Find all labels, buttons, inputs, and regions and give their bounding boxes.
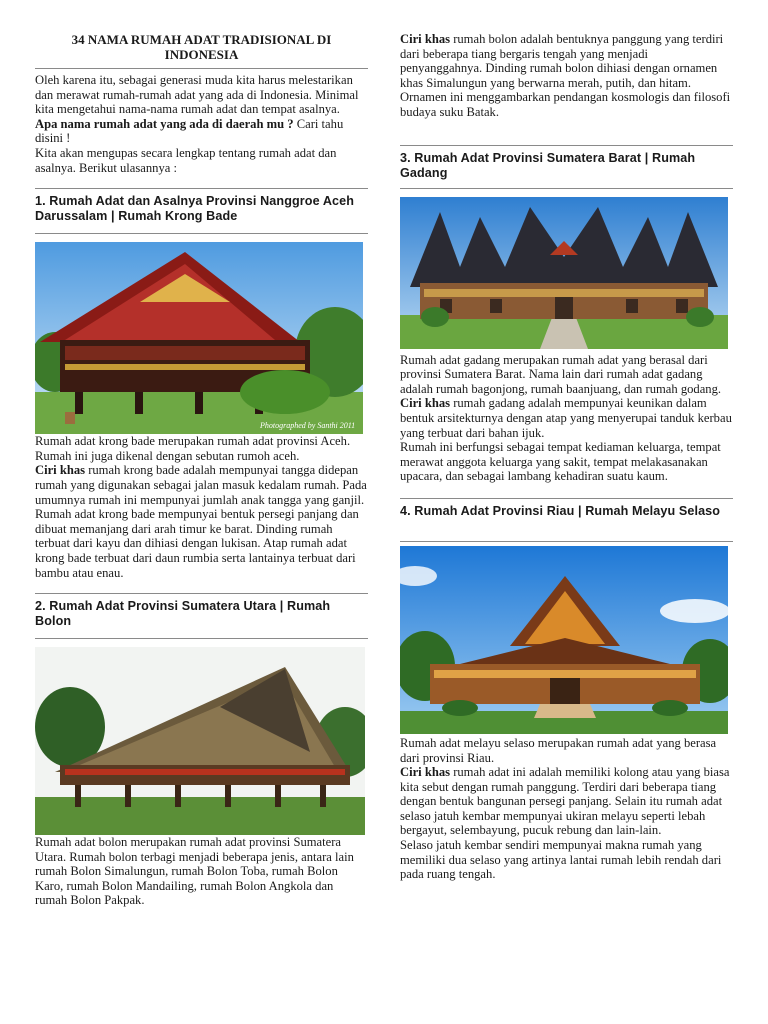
section-3-paragraph: Rumah adat gadang merupakan rumah adat yang berasal dari provinsi Sumatera Barat. Nama lain dari rumah adat gadang adalah rumah bagonjong, rumah baanjuang, dan rumah godang. xyxy=(400,352,722,396)
ciri-label: Ciri khas xyxy=(400,32,451,46)
ciri-label: Ciri khas xyxy=(35,463,86,478)
section-2-continued xyxy=(400,32,733,120)
gadang-photo xyxy=(400,197,728,349)
photo-watermark: Photographed by Santhi 2011 xyxy=(260,421,356,431)
section-4-body xyxy=(400,736,733,882)
divider xyxy=(35,638,368,639)
intro-paragraph-2: Kita akan mengupas secara lengkap tentang rumah adat dan asalnya. Berikut ulasannya : xyxy=(35,145,337,175)
divider xyxy=(400,498,733,499)
section-4-paragraph-3: Selaso jatuh kembar sendiri mempunyai makna rumah yang memiliki dua selaso yang artinya lantai rumah lebih rendah dari pada ruang tengah. xyxy=(400,838,722,882)
section-3-body xyxy=(400,353,733,484)
section-3-heading: 3. Rumah Adat Provinsi Sumatera Barat | Rumah Gadang xyxy=(400,150,696,180)
ciri-label: Ciri khas xyxy=(400,396,451,411)
section-2-ciri xyxy=(400,32,733,120)
divider xyxy=(400,188,733,189)
divider xyxy=(35,188,368,189)
divider xyxy=(35,233,368,234)
ciri-text: rumah gadang adalah mempunyai keunikan dalam bentuk arsitekturnya dengan atap yang menyerupai tanduk kerbau yang terbuat dari bahan ijuk. xyxy=(400,396,732,440)
section-4-heading: 4. Rumah Adat Provinsi Riau | Rumah Melayu Selaso xyxy=(400,503,721,518)
divider xyxy=(400,541,733,542)
right-column xyxy=(400,0,733,882)
intro-paragraph: Oleh karena itu, sebagai generasi muda kita harus melestarikan dan merawat rumah-rumah adat yang ada di Indonesia. Minimal kita mengetahui nama-nama rumah adat dan tempat asalnya. xyxy=(35,73,359,117)
intro-question-bold: Apa nama rumah adat yang ada di daerah mu ? xyxy=(35,116,294,131)
section-3-ciri xyxy=(400,396,733,440)
section-2-heading: 2. Rumah Adat Provinsi Sumatera Utara | Rumah Bolon xyxy=(35,599,331,629)
intro-block xyxy=(35,73,368,175)
bolon-photo xyxy=(35,647,365,835)
selaso-photo xyxy=(400,546,728,734)
intro-question xyxy=(35,117,368,146)
section-1-body xyxy=(35,434,368,580)
krong-bade-photo xyxy=(35,242,363,434)
section-1-ciri xyxy=(35,463,368,507)
ciri-text: rumah adat ini adalah memiliki kolong atau yang biasa kita sebut dengan rumah panggung. Terdiri dari beberapa tiang dengan bentuk bangunan persegi panjang. Selain itu rumah adat selaso jatuh kembar mempunyai ukiran melayu seperti lebah bergayut, selembayung, pucuk rebung dan lain-lain. xyxy=(400,765,730,838)
section-4-paragraph: Rumah adat melayu selaso merupakan rumah adat yang berasa dari provinsi Riau. xyxy=(400,735,717,765)
divider xyxy=(400,145,733,146)
intro-question-rest: Cari tahu disini ! xyxy=(35,116,344,146)
ciri-text: rumah krong bade adalah mempunyai tangga didepan rumah yang digunakan sebagai jalan masuk kedalam rumah. Pada umumnya rumah ini mempunyai jumlah anak tangga yang ganjil. xyxy=(35,463,367,507)
section-1-paragraph-3: Rumah adat krong bade mempunyai bentuk persegi panjang dan dibuat memanjang dari arah timur ke barat. Dinding rumah terbuat dari kayu dan dihiasi dengan lukisan. Atap rumah adat krong bade terbuat dari daun rumbia serta lantainya terbuat dari bambu atau enau. xyxy=(35,507,359,580)
section-3-paragraph-3: Rumah ini berfungsi sebagai tempat kediaman keluarga, tempat merawat anggota keluarga yang sakit, tempat melakasanakan upacara, dan sebagai lambang kehadiran suatu kaum. xyxy=(400,440,721,484)
left-column xyxy=(35,0,368,908)
section-4-ciri xyxy=(400,765,733,838)
section-2-body xyxy=(35,835,368,908)
page-title: 34 NAMA RUMAH ADAT TRADISIONAL DI INDONESIA xyxy=(35,32,368,69)
section-1-heading: 1. Rumah Adat dan Asalnya Provinsi Nanggroe Aceh Darussalam | Rumah Krong Bade xyxy=(35,194,355,224)
ciri-label: Ciri khas xyxy=(400,765,451,780)
ciri-text: rumah bolon adalah bentuknya panggung yang terdiri dari beberapa tiang bergaris tengah yang menjadi penyanggahnya. Dinding rumah bolon dihiasi dengan ornamen khas Simalungun yang berwarna merah, putih, dan hitam. Ornamen ini menggambarkan pendangan kosmologis dan filosofi budaya suku Batak. xyxy=(400,32,731,119)
divider xyxy=(35,593,368,594)
section-2-paragraph: Rumah adat bolon merupakan rumah adat provinsi Sumatera Utara. Rumah bolon terbagi menjadi beberapa jenis, antara lain rumah Bolon Simalungun, rumah Bolon Toba, rumah Bolon Karo, rumah Bolon Mandailing, rumah Bolon Angkola dan rumah Bolon Pakpak. xyxy=(35,835,354,908)
section-1-paragraph: Rumah adat krong bade merupakan rumah adat provinsi Aceh. Rumah ini juga dikenal dengan sebutan rumoh aceh. xyxy=(35,434,351,463)
